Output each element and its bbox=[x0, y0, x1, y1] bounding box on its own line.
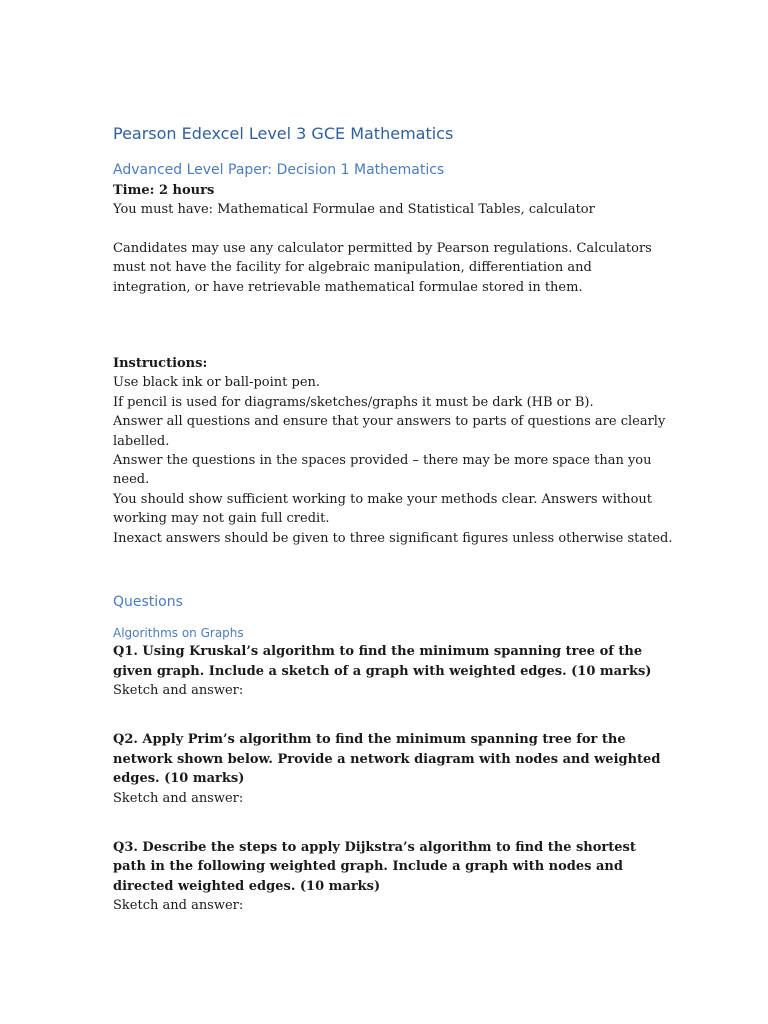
questions-heading: Questions bbox=[113, 594, 183, 611]
spacer bbox=[113, 613, 673, 624]
spacer bbox=[113, 548, 673, 591]
instruction-item: Use black ink or ball-point pen. bbox=[113, 375, 321, 391]
time-allowed: Time: 2 hours bbox=[113, 183, 215, 198]
spacer bbox=[113, 220, 673, 239]
spacer bbox=[113, 827, 673, 838]
spacer bbox=[113, 808, 673, 827]
spacer bbox=[113, 335, 673, 354]
document-subtitle: Advanced Level Paper: Decision 1 Mathematics bbox=[113, 162, 445, 178]
spacer bbox=[113, 700, 673, 719]
instructions-heading: Instructions: bbox=[113, 356, 208, 372]
question-2: Q2. Apply Prim’s algorithm to find the minimum spanning tree for the network shown below. Provide a network diagram with nodes and weighted edges. (10 marks) bbox=[113, 732, 661, 787]
question-3: Q3. Describe the steps to apply Dijkstra’s algorithm to find the shortest path in the following weighted graph. Include a graph with nodes and directed weighted edges. (10 marks) bbox=[113, 839, 636, 894]
spacer bbox=[113, 297, 673, 335]
calculator-note: Candidates may use any calculator permitted by Pearson regulations. Calculators must not have the facility for algebraic manipulation, differentiation and integration, or have retrievable mathematical formulae stored in them. bbox=[113, 240, 652, 295]
answer-label-2: Sketch and answer: bbox=[113, 790, 244, 806]
instruction-item: If pencil is used for diagrams/sketches/graphs it must be dark (HB or B). bbox=[113, 394, 594, 410]
spacer bbox=[113, 719, 673, 730]
section-heading: Algorithms on Graphs bbox=[113, 626, 244, 641]
instruction-item: Answer all questions and ensure that your answers to parts of questions are clearly labelled. bbox=[113, 414, 666, 449]
question-1: Q1. Using Kruskal’s algorithm to find the minimum spanning tree of the given graph. Include a sketch of a graph with weighted edges. (10 marks) bbox=[113, 644, 652, 679]
instruction-item: Inexact answers should be given to three significant figures unless otherwise stated. bbox=[113, 530, 673, 546]
answer-label-1: Sketch and answer: bbox=[113, 682, 244, 698]
required-materials: You must have: Mathematical Formulae and Statistical Tables, calculator bbox=[113, 202, 595, 218]
document-body bbox=[113, 122, 673, 916]
instruction-item: Answer the questions in the spaces provided – there may be more space than you need. bbox=[113, 453, 652, 488]
document-title: Pearson Edexcel Level 3 GCE Mathematics bbox=[113, 124, 454, 143]
answer-label-3: Sketch and answer: bbox=[113, 898, 244, 914]
instruction-item: You should show sufficient working to make your methods clear. Answers without working may not gain full credit. bbox=[113, 491, 653, 527]
